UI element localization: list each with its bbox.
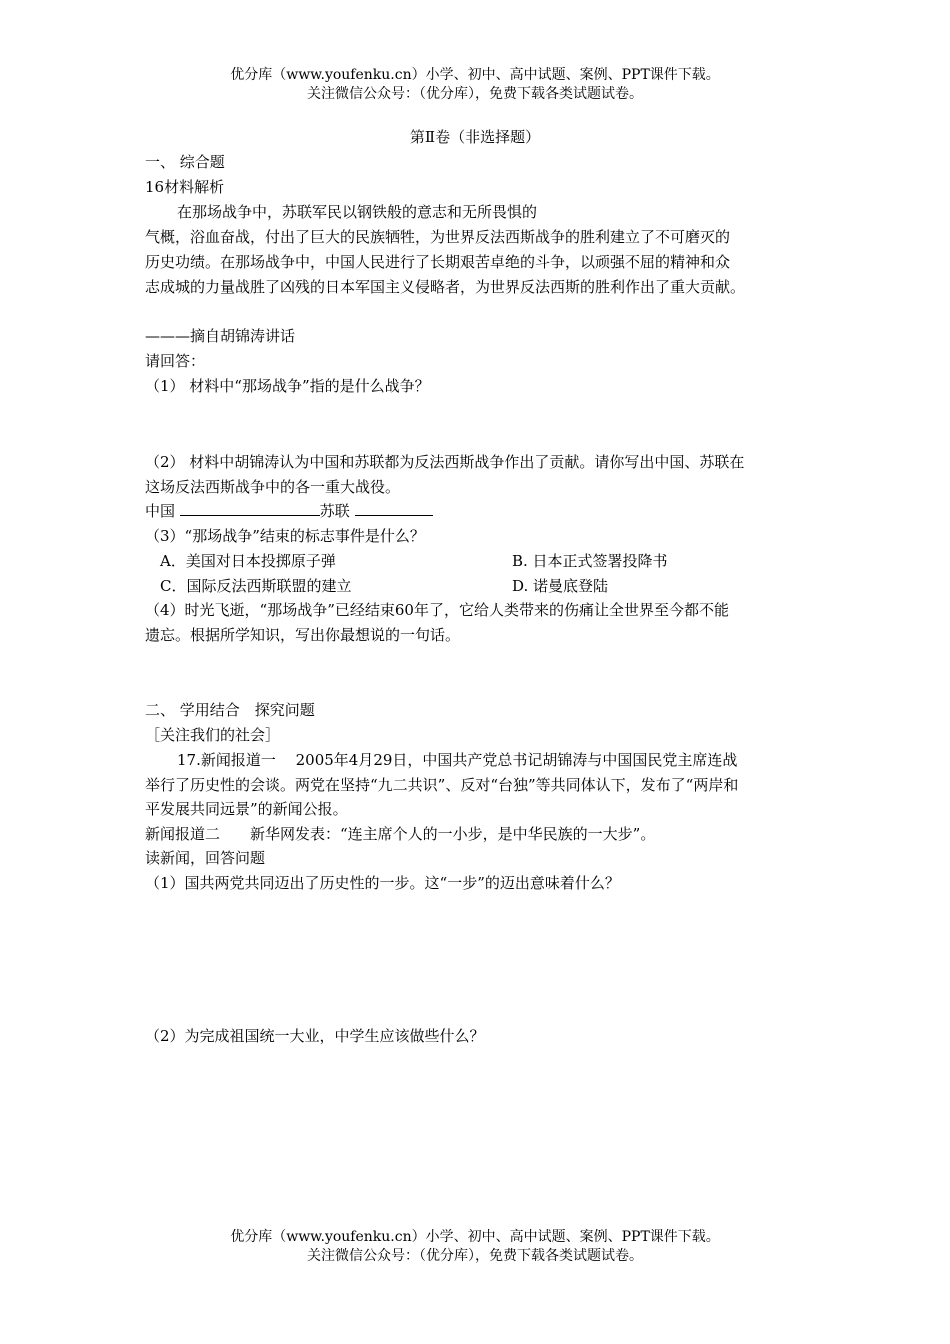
part1-heading: 一、 综合题 <box>145 153 225 171</box>
material-source: ———摘自胡锦涛讲话 <box>145 327 296 345</box>
q17-sub2: （2）为完成祖国统一大业，中学生应该做些什么？ <box>145 1027 485 1045</box>
china-answer-blank[interactable] <box>180 501 320 516</box>
q16-sub2-blanks <box>145 501 433 521</box>
header-line-2: 关注微信公众号：（优分库），免费下载各类试题试卷。 <box>307 86 643 102</box>
news1-line-2: 举行了历史性的会谈。两党在坚持“九二共识”、反对“台独”等共同体认下，发布了“两岸和 <box>145 776 739 794</box>
option-b: B. 日本正式签署投降书 <box>512 552 668 570</box>
ussr-label: 苏联 <box>319 502 350 520</box>
china-label: 中国 <box>145 502 176 520</box>
q16-title: 16材料解析 <box>145 178 225 196</box>
q16-sub4-line-2: 遗忘。根据所学知识，写出你最想说的一句话。 <box>145 626 461 644</box>
q16-sub2-line-1: （2） 材料中胡锦涛认为中国和苏联都为反法西斯战争作出了贡献。请你写出中国、苏联在 <box>145 453 745 471</box>
q17-sub1: （1）国共两党共同迈出了历史性的一步。这“一步”的迈出意味着什么？ <box>145 874 620 892</box>
q16-sub2-line-2: 这场反法西斯战争中的各一重大战役。 <box>145 478 401 496</box>
header-line-1: 优分库（www.youfenku.cn）小学、初中、高中试题、案例、PPT课件下载。 <box>230 67 720 83</box>
material-line-1: 在那场战争中，苏联军民以钢铁般的意志和无所畏惧的 <box>177 203 538 221</box>
part2-subheading: ［关注我们的社会］ <box>145 726 281 744</box>
part2-heading: 二、 学用结合 探究问题 <box>145 701 315 719</box>
footer-line-2: 关注微信公众号：（优分库），免费下载各类试题试卷。 <box>307 1248 643 1264</box>
q16-sub3: （3）“那场战争”结束的标志事件是什么？ <box>145 527 425 545</box>
material-line-4: 志成城的力量战胜了凶残的日本军国主义侵略者，为世界反法西斯的胜利作出了重大贡献。 <box>145 278 746 296</box>
news2: 新闻报道二 新华网发表：“连主席个人的一小步，是中华民族的一大步”。 <box>145 825 656 843</box>
section-title: 第Ⅱ卷（非选择题） <box>409 128 541 146</box>
material-line-3: 历史功绩。在那场战争中，中国人民进行了长期艰苦卓绝的斗争，以顽强不屈的精神和众 <box>145 253 731 271</box>
news-prompt: 读新闻，回答问题 <box>145 849 266 867</box>
footer-line-1: 优分库（www.youfenku.cn）小学、初中、高中试题、案例、PPT课件下载。 <box>230 1229 720 1245</box>
q16-sub4-line-1: （4）时光飞逝，“那场战争”已经结束60年了，它给人类带来的伤痛让全世界至今都不能 <box>145 601 729 619</box>
option-a: A．美国对日本投掷原子弹 <box>160 552 336 570</box>
ussr-answer-blank[interactable] <box>355 501 433 516</box>
option-c: C．国际反法西斯联盟的建立 <box>160 577 352 595</box>
q16-sub1: （1） 材料中“那场战争”指的是什么战争？ <box>145 377 430 395</box>
answer-prompt: 请回答： <box>145 352 206 370</box>
news1-line-1: 17.新闻报道一 2005年4月29日，中国共产党总书记胡锦涛与中国国民党主席连战 <box>177 751 738 769</box>
material-line-2: 气概，浴血奋战，付出了巨大的民族牺牲，为世界反法西斯战争的胜利建立了不可磨灭的 <box>145 228 731 246</box>
option-d: D. 诺曼底登陆 <box>512 577 609 595</box>
news1-line-3: 平发展共同远景”的新闻公报。 <box>145 800 348 818</box>
